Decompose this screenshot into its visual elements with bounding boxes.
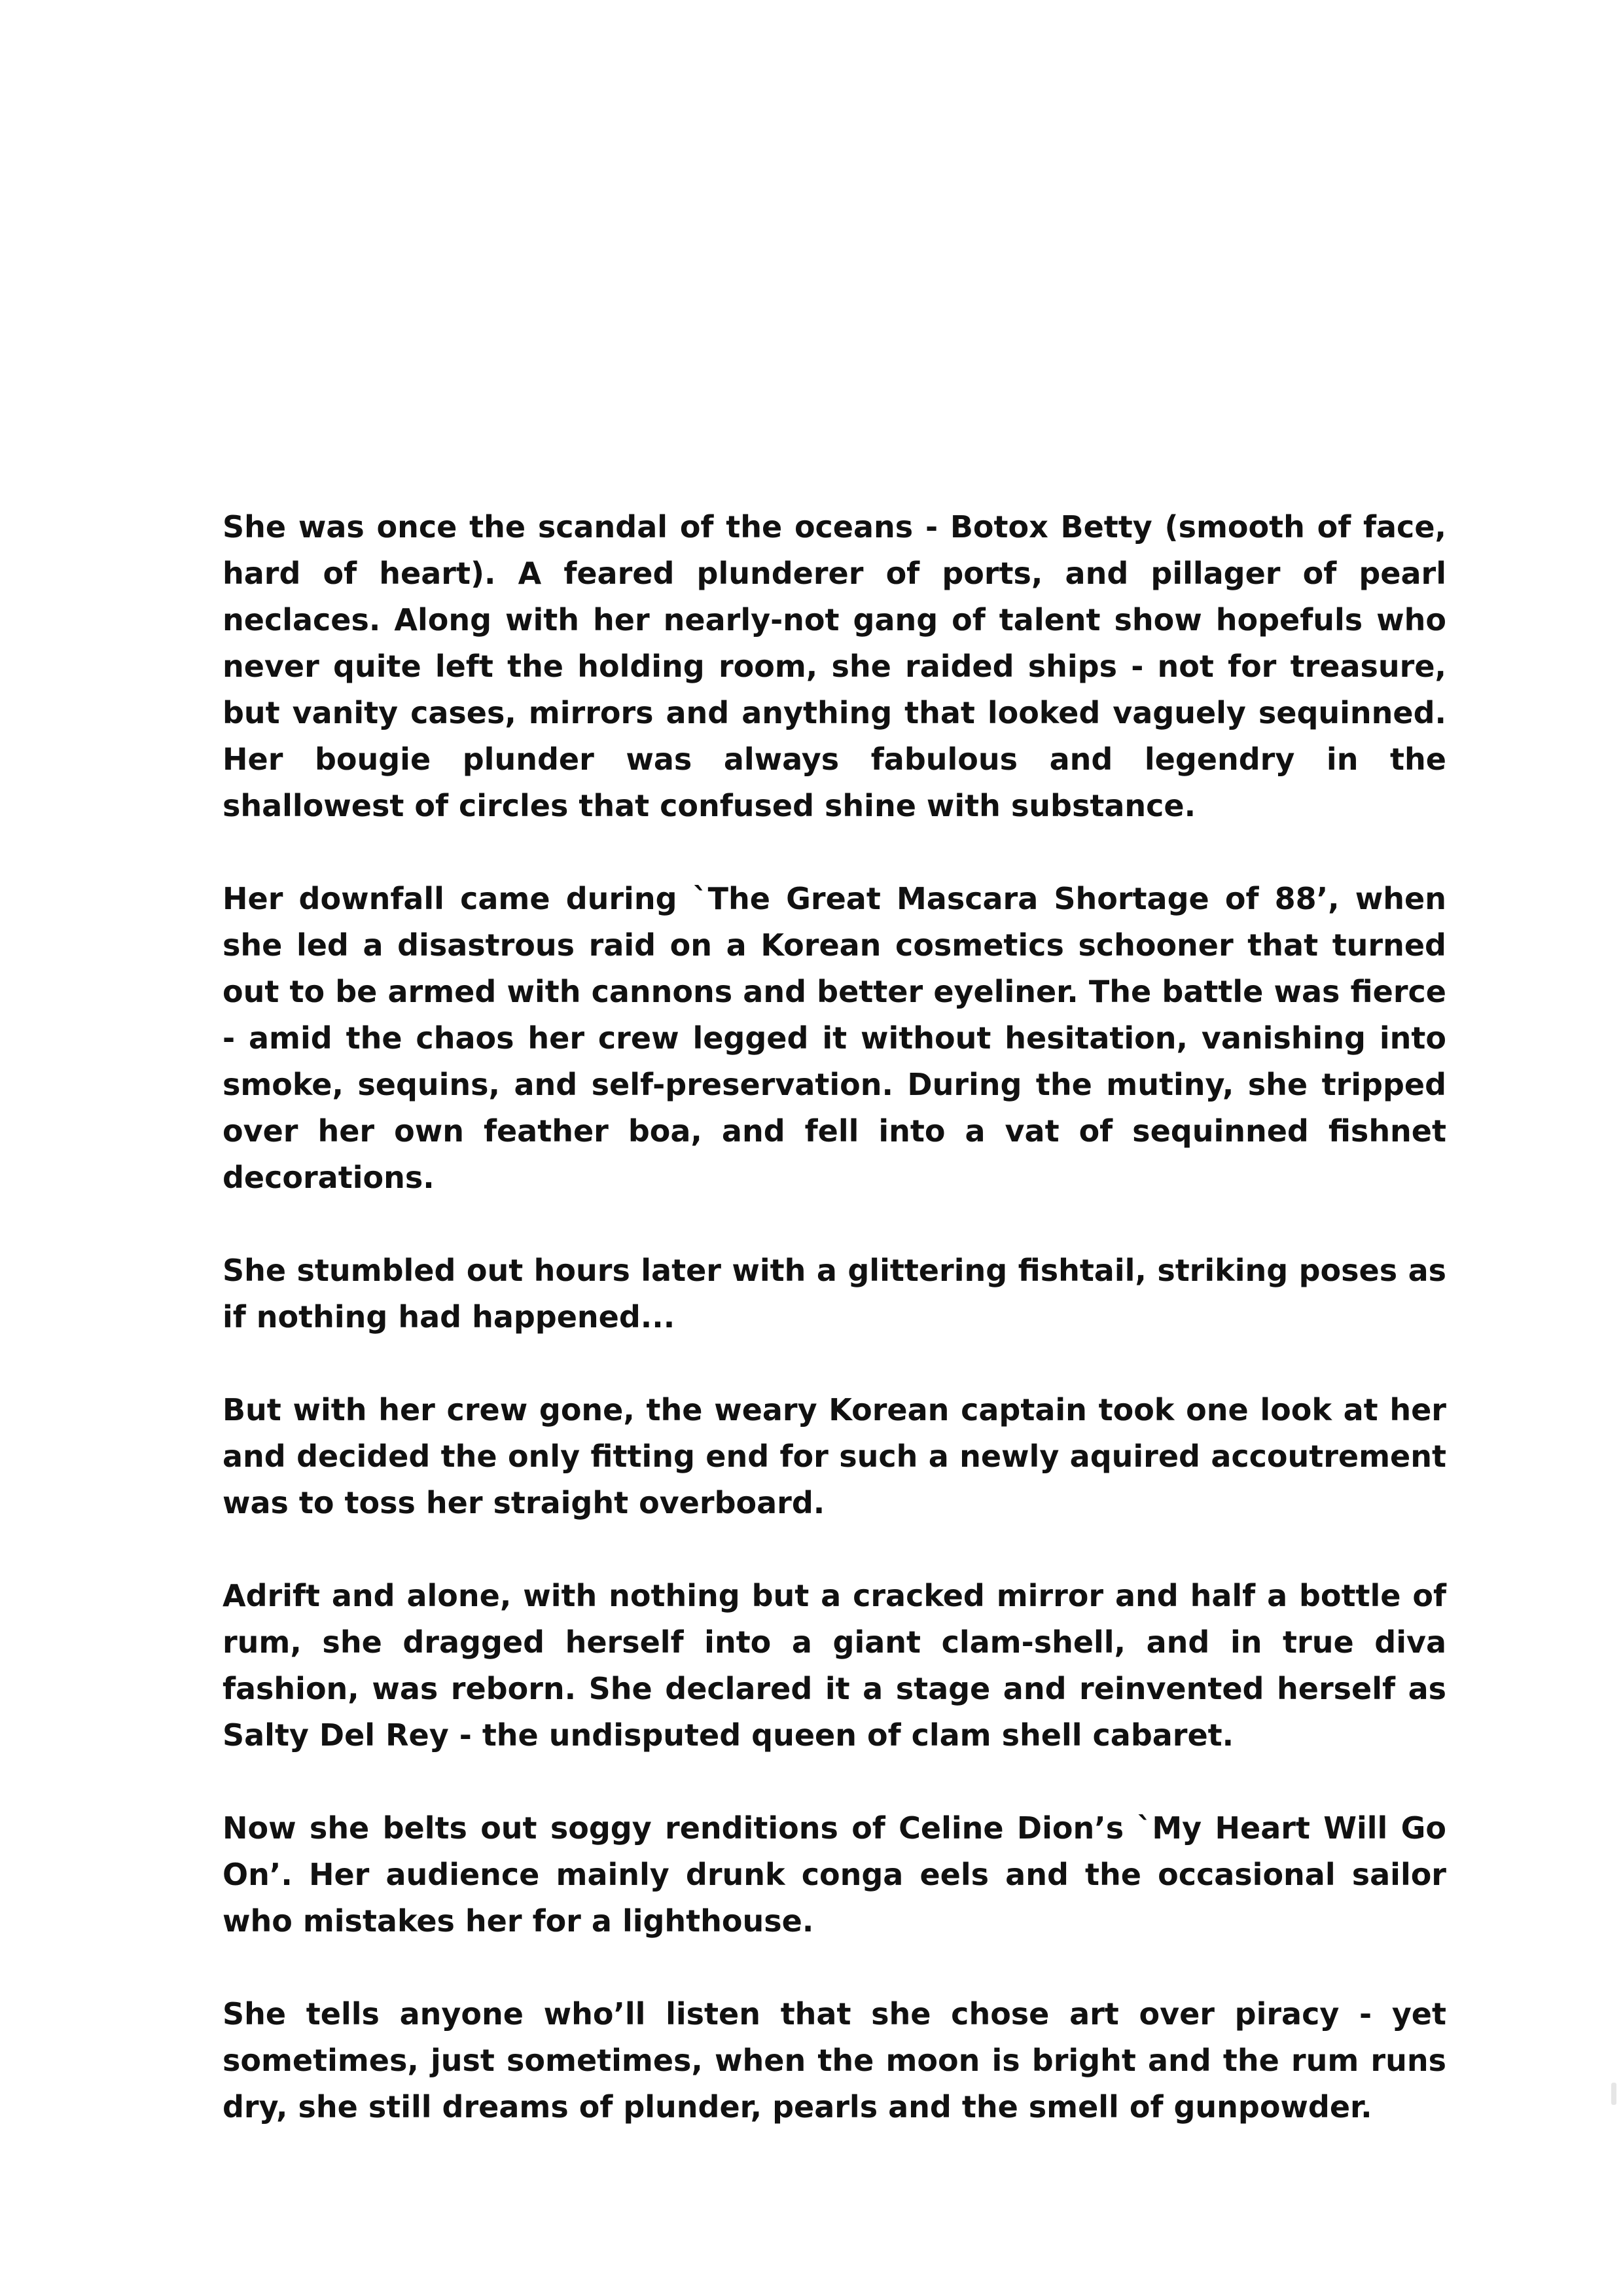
paragraph-dreams: She tells anyone who’ll listen that she chose art over piracy - yet sometimes, just sometimes, when the moon is bright and the rum runs dry, she still dreams of plunder, pearls and the smell of gunpowder. — [223, 1996, 1446, 2125]
paragraph-reborn: Adrift and alone, with nothing but a cracked mirror and half a bottle of rum, she dragged herself into a giant clam-shell, and in true diva fashion, was reborn. She declared it a stage and reinvented herself as Salty Del Rey - the undisputed queen of clam shell cabaret. — [223, 1578, 1446, 1753]
page-edge-mark — [1611, 2083, 1616, 2105]
paragraph-overboard: But with her crew gone, the weary Korean captain took one look at her and decided the only fitting end for such a newly aquired accoutrement was to toss her straight overboard. — [223, 1392, 1446, 1520]
paragraph-cabaret: Now she belts out soggy renditions of Celine Dion’s `My Heart Will Go On’. Her audience mainly drunk conga eels and the occasional sailor who mistakes her for a lighthouse. — [223, 1810, 1446, 1939]
paragraph-downfall: Her downfall came during `The Great Mascara Shortage of 88’, when she led a disastrous raid on a Korean cosmetics schooner that turned out to be armed with cannons and better eyeliner. The battle was fierce - amid the chaos her crew legged it without hesitation, vanishing into smoke, sequins, and self-preservation. During the mutiny, she tripped over her own feather boa, and fell into a vat of sequinned fishnet decorations. — [223, 881, 1446, 1195]
paragraph-fishtail: She stumbled out hours later with a glittering fishtail, striking poses as if nothing had happened... — [223, 1253, 1446, 1335]
story-text — [223, 504, 1446, 2177]
paragraph-botox-betty: She was once the scandal of the oceans - Botox Betty (smooth of face, hard of heart). A feared plunderer of ports, and pillager of pearl neclaces. Along with her nearly-not gang of talent show hopefuls who never quite left the holding room, she raided ships - not for treasure, but vanity cases, mirrors and anything that looked vaguely sequinned. Her bougie plunder was always fabulous and legendry in the shallowest of circles that confused shine with substance. — [223, 509, 1446, 823]
